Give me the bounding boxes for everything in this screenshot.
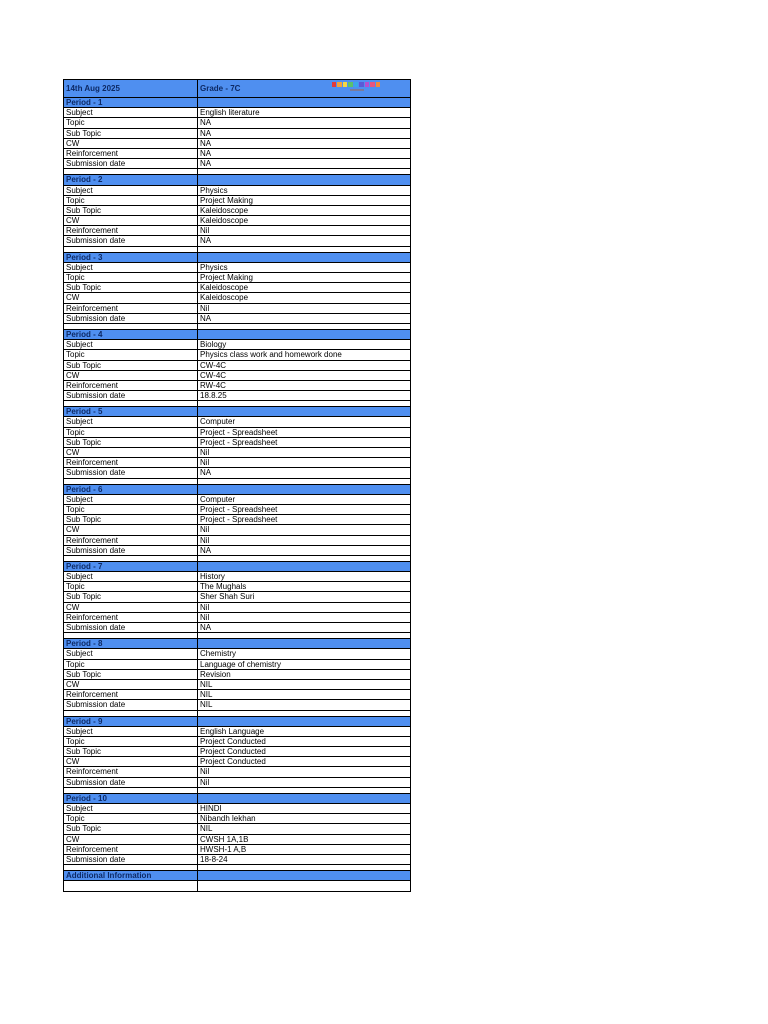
field-value: HINDI	[200, 804, 222, 813]
spacer-cell	[64, 711, 198, 716]
table-row	[64, 602, 410, 612]
field-label: Reinforcement	[64, 536, 198, 545]
field-label: Submission date	[64, 391, 198, 400]
logo-strip	[332, 82, 336, 87]
field-value: Nil	[200, 448, 210, 457]
field-value: Nil	[200, 458, 210, 468]
table-row	[64, 777, 410, 787]
field-value: RW-4C	[200, 380, 226, 390]
period-label: Period - 5	[64, 407, 198, 416]
field-value: NA	[200, 128, 212, 138]
field-label: Reinforcement	[64, 690, 198, 699]
period-label: Period - 10	[64, 794, 198, 803]
field-value: NA	[200, 545, 212, 555]
period-label: Period - 2	[64, 175, 198, 184]
period-header-spacer	[198, 485, 410, 494]
field-label: CW	[64, 139, 198, 148]
field-value: NA	[200, 313, 212, 323]
field-value: NA	[200, 118, 212, 128]
table-row	[64, 622, 410, 632]
field-label: Topic	[64, 814, 198, 823]
field-label: Sub Topic	[64, 438, 198, 447]
field-label: Reinforcement	[64, 845, 198, 854]
field-label: Submission date	[64, 468, 198, 477]
field-value: NIL	[200, 690, 213, 700]
spacer-row	[64, 632, 410, 638]
period-header-row	[64, 329, 410, 339]
table-row	[64, 679, 410, 689]
field-label: Subject	[64, 649, 198, 658]
spacer-cell	[64, 633, 198, 638]
field-value: Physics class work and homework done	[200, 350, 342, 360]
field-value: 18.8.25	[200, 391, 227, 401]
field-value: Revision	[200, 669, 231, 679]
table-row	[64, 138, 410, 148]
period-header-spacer	[198, 175, 410, 184]
spacer-cell	[198, 247, 410, 252]
spacer-cell	[64, 401, 198, 406]
spacer-cell	[198, 479, 410, 484]
field-value: 18-8-24	[200, 854, 228, 864]
field-label: Sub Topic	[64, 206, 198, 215]
period-label: Period - 7	[64, 562, 198, 571]
period-header-spacer	[198, 253, 410, 262]
field-label: Sub Topic	[64, 670, 198, 679]
spacer-cell	[198, 401, 410, 406]
table-row	[64, 766, 410, 776]
table-row	[64, 612, 410, 622]
table-row	[64, 158, 410, 168]
field-label: CW	[64, 525, 198, 534]
grade-cell	[198, 80, 410, 97]
table-row	[64, 416, 410, 426]
field-label: Topic	[64, 118, 198, 127]
field-label: Reinforcement	[64, 149, 198, 158]
logo-strip	[343, 82, 347, 87]
table-row	[64, 746, 410, 756]
logo-strip	[365, 82, 369, 87]
table-row	[64, 360, 410, 370]
table-row	[64, 437, 410, 447]
logo-strip	[376, 82, 380, 87]
field-label: Submission date	[64, 778, 198, 787]
field-value: Nil	[200, 535, 210, 545]
grade-label: Grade - 7C	[200, 84, 241, 93]
field-value: NA	[200, 468, 212, 478]
additional-info-empty	[64, 881, 198, 891]
table-row	[64, 756, 410, 766]
table-row	[64, 545, 410, 555]
field-value: CWSH 1A,1B	[200, 834, 249, 844]
period-header-row	[64, 484, 410, 494]
table-row	[64, 823, 410, 833]
table-row	[64, 581, 410, 591]
field-label: Sub Topic	[64, 129, 198, 138]
field-value: Nibandh lekhan	[200, 814, 256, 824]
table-row	[64, 659, 410, 669]
field-label: Sub Topic	[64, 747, 198, 756]
field-value: Nil	[200, 777, 210, 787]
table-row	[64, 313, 410, 323]
field-label: CW	[64, 680, 198, 689]
field-value: Computer	[200, 417, 236, 427]
table-row	[64, 215, 410, 225]
period-label: Period - 1	[64, 98, 198, 107]
spacer-cell	[64, 556, 198, 561]
field-value: NA	[200, 138, 212, 148]
field-label: Topic	[64, 273, 198, 282]
homework-sheet	[63, 79, 411, 892]
table-row	[64, 535, 410, 545]
table-row	[64, 235, 410, 245]
period-header-row	[64, 561, 410, 571]
field-value: CW-4C	[200, 360, 227, 370]
table-row	[64, 726, 410, 736]
field-value: HWSH-1 A,B	[200, 844, 247, 854]
spacer-cell	[64, 788, 198, 793]
field-label: Subject	[64, 108, 198, 117]
field-label: Subject	[64, 417, 198, 426]
field-label: Subject	[64, 495, 198, 504]
table-row	[64, 504, 410, 514]
period-header-spacer	[198, 717, 410, 726]
field-label: Submission date	[64, 623, 198, 632]
table-row	[64, 303, 410, 313]
field-label: Sub Topic	[64, 592, 198, 601]
additional-info-value-row	[64, 880, 410, 891]
table-row	[64, 262, 410, 272]
field-value: Project Conducted	[200, 736, 266, 746]
table-row	[64, 148, 410, 158]
table-row	[64, 195, 410, 205]
field-label: Topic	[64, 505, 198, 514]
field-value: Project Conducted	[200, 757, 266, 767]
field-value: Nil	[200, 602, 210, 612]
spacer-row	[64, 555, 410, 561]
table-row	[64, 524, 410, 534]
period-header-spacer	[198, 407, 410, 416]
table-row	[64, 591, 410, 601]
logo-tagline-icon	[350, 89, 364, 91]
spacer-row	[64, 864, 410, 870]
field-label: Subject	[64, 340, 198, 349]
field-label: Submission date	[64, 546, 198, 555]
table-row	[64, 813, 410, 823]
period-label: Period - 6	[64, 485, 198, 494]
field-label: CW	[64, 835, 198, 844]
field-label: Subject	[64, 186, 198, 195]
period-label: Period - 4	[64, 330, 198, 339]
table-row	[64, 205, 410, 215]
field-value: NIL	[200, 679, 213, 689]
field-label: Submission date	[64, 855, 198, 864]
field-label: Reinforcement	[64, 304, 198, 313]
field-label: Subject	[64, 727, 198, 736]
spacer-cell	[198, 633, 410, 638]
field-label: CW	[64, 448, 198, 457]
period-header-row	[64, 716, 410, 726]
table-row	[64, 854, 410, 864]
period-header-row	[64, 793, 410, 803]
field-value: Chemistry	[200, 649, 237, 659]
field-label: CW	[64, 216, 198, 225]
table-row	[64, 225, 410, 235]
field-value: Nil	[200, 525, 210, 535]
spacer-cell	[64, 479, 198, 484]
spacer-row	[64, 787, 410, 793]
additional-info-spacer	[198, 871, 410, 880]
field-value: Project - Spreadsheet	[200, 515, 278, 525]
field-value: Nil	[200, 767, 210, 777]
field-label: Sub Topic	[64, 824, 198, 833]
spacer-cell	[64, 247, 198, 252]
table-row	[64, 349, 410, 359]
field-label: CW	[64, 371, 198, 380]
spacer-row	[64, 400, 410, 406]
field-label: Subject	[64, 804, 198, 813]
field-value: Project Making	[200, 273, 253, 282]
spacer-cell	[198, 788, 410, 793]
field-label: Topic	[64, 428, 198, 437]
field-value: English Language	[200, 726, 265, 736]
field-value: Kaleidoscope	[200, 216, 249, 226]
period-header-row	[64, 97, 410, 107]
field-value: NA	[200, 623, 212, 632]
field-label: Reinforcement	[64, 381, 198, 390]
logo-strip	[348, 82, 352, 87]
field-label: Topic	[64, 196, 198, 205]
field-value: Sher Shah Suri	[200, 592, 255, 602]
field-label: Sub Topic	[64, 515, 198, 524]
table-row	[64, 117, 410, 127]
spacer-cell	[198, 865, 410, 870]
field-value: Nil	[200, 612, 210, 622]
period-header-spacer	[198, 562, 410, 571]
field-label: CW	[64, 757, 198, 766]
period-header-row	[64, 638, 410, 648]
table-row	[64, 390, 410, 400]
period-label: Period - 9	[64, 717, 198, 726]
table-row	[64, 669, 410, 679]
field-label: Reinforcement	[64, 613, 198, 622]
field-label: Topic	[64, 660, 198, 669]
field-value: Language of chemistry	[200, 659, 281, 669]
table-row	[64, 185, 410, 195]
field-value: The Mughals	[200, 582, 247, 592]
table-row	[64, 699, 410, 709]
period-header-spacer	[198, 639, 410, 648]
field-value: CW-4C	[200, 370, 227, 380]
field-value: Biology	[200, 340, 227, 350]
logo-strip	[370, 82, 374, 87]
table-row	[64, 128, 410, 138]
field-label: Reinforcement	[64, 458, 198, 467]
table-row	[64, 514, 410, 524]
period-header-row	[64, 174, 410, 184]
table-row	[64, 689, 410, 699]
logo-strip	[354, 82, 358, 87]
field-value: Project - Spreadsheet	[200, 427, 278, 437]
field-label: Reinforcement	[64, 767, 198, 776]
field-value: Project Conducted	[200, 747, 266, 757]
spacer-cell	[198, 711, 410, 716]
table-row	[64, 447, 410, 457]
field-label: CW	[64, 293, 198, 302]
spacer-cell	[198, 169, 410, 174]
table-row	[64, 844, 410, 854]
header-row	[64, 79, 410, 97]
field-label: Topic	[64, 582, 198, 591]
period-header-spacer	[198, 794, 410, 803]
field-value: Nil	[200, 303, 210, 313]
period-header-spacer	[198, 98, 410, 107]
table-row	[64, 282, 410, 292]
field-value: Nil	[200, 226, 210, 236]
field-value: Project - Spreadsheet	[200, 437, 278, 447]
period-header-spacer	[198, 330, 410, 339]
table-row	[64, 107, 410, 117]
field-label: Submission date	[64, 700, 198, 709]
table-row	[64, 648, 410, 658]
spacer-cell	[64, 865, 198, 870]
field-value: Physics	[200, 185, 228, 195]
spacer-row	[64, 323, 410, 329]
field-value: NIL	[200, 700, 213, 710]
additional-info-row	[64, 870, 410, 880]
field-label: Submission date	[64, 236, 198, 245]
spacer-cell	[198, 324, 410, 329]
field-value: Computer	[200, 494, 236, 504]
additional-info-label: Additional Information	[64, 871, 198, 880]
field-label: Topic	[64, 737, 198, 746]
period-label: Period - 3	[64, 253, 198, 262]
period-label: Period - 8	[64, 639, 198, 648]
spacer-cell	[64, 324, 198, 329]
spacer-row	[64, 710, 410, 716]
field-label: Sub Topic	[64, 361, 198, 370]
table-row	[64, 380, 410, 390]
spacer-row	[64, 168, 410, 174]
field-label: Topic	[64, 350, 198, 359]
table-row	[64, 272, 410, 282]
table-row	[64, 494, 410, 504]
table-row	[64, 427, 410, 437]
table-row	[64, 736, 410, 746]
logo-strip	[359, 82, 363, 87]
field-label: Submission date	[64, 314, 198, 323]
period-header-row	[64, 406, 410, 416]
spacer-cell	[64, 169, 198, 174]
spacer-cell	[198, 556, 410, 561]
table-row	[64, 370, 410, 380]
field-value: NIL	[200, 824, 213, 834]
field-label: Subject	[64, 263, 198, 272]
table-row	[64, 834, 410, 844]
table-row	[64, 803, 410, 813]
spacer-row	[64, 246, 410, 252]
field-label: Reinforcement	[64, 226, 198, 235]
field-value: NA	[200, 236, 212, 246]
field-value: Physics	[200, 262, 228, 272]
periods-container	[64, 97, 410, 870]
field-value: NA	[200, 148, 212, 158]
field-value: English literature	[200, 108, 260, 118]
field-label: CW	[64, 603, 198, 612]
field-label: Subject	[64, 572, 198, 581]
field-value: Kaleidoscope	[200, 293, 249, 303]
field-value: Kaleidoscope	[200, 205, 249, 215]
table-row	[64, 339, 410, 349]
additional-info-value	[198, 881, 410, 891]
table-row	[64, 292, 410, 302]
date-cell: 14th Aug 2025	[64, 80, 198, 97]
field-label: Submission date	[64, 159, 198, 168]
table-row	[64, 571, 410, 581]
spacer-row	[64, 478, 410, 484]
field-value: History	[200, 572, 225, 582]
field-value: NA	[200, 159, 212, 169]
field-label: Sub Topic	[64, 283, 198, 292]
field-value: Project Making	[200, 195, 253, 205]
table-row	[64, 457, 410, 467]
logo-strip	[337, 82, 341, 87]
field-value: Project - Spreadsheet	[200, 504, 278, 514]
field-value: Kaleidoscope	[200, 283, 249, 293]
period-header-row	[64, 252, 410, 262]
table-row	[64, 467, 410, 477]
